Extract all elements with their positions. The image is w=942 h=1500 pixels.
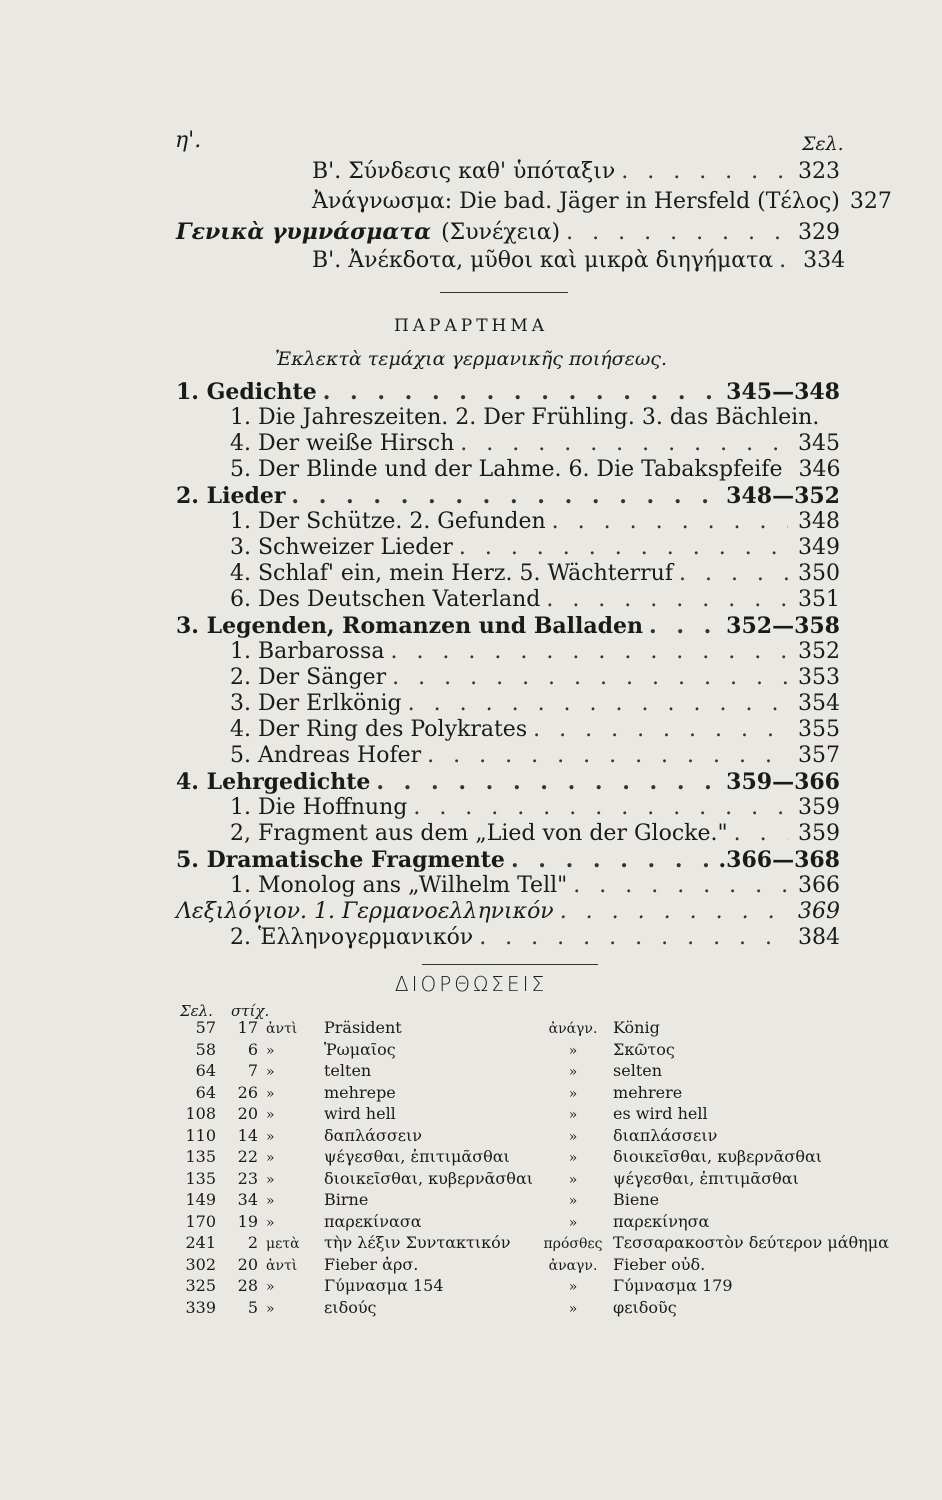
errata-cell-kind2: ἀνάγν. [548, 1021, 598, 1037]
errata-cell-wrong: telten [324, 1061, 372, 1080]
errata-cell-page: 339 [185, 1297, 216, 1317]
toc-entry: 3. Der Erlkönig . . . 354 [230, 690, 840, 718]
errata-cell-line: 14 [237, 1125, 258, 1145]
toc-entry: Β'. Σύνδεσις καθ' ὑπόταξιν . . . 323 [312, 158, 840, 186]
errata-cell-wrong: ψέγεσθαι, ἐπιτιμᾶσθαι [324, 1147, 510, 1166]
errata-cell-kind2: » [568, 1279, 578, 1295]
errata-cell-page: 241 [185, 1233, 216, 1252]
toc-section: 2. Lieder . . . 348—352 [176, 482, 840, 510]
errata-cell-wrong: ειδούς [324, 1297, 377, 1317]
errata-cell-kind2: » [568, 1128, 578, 1145]
errata-cell-kind: ἀντὶ [266, 1021, 298, 1037]
errata-cell-line: 26 [237, 1082, 258, 1102]
errata-cell-kind2: » [568, 1214, 578, 1231]
errata-cell-kind: » [266, 1064, 275, 1080]
toc-entry: Λεξιλόγιον. 1. Γερμανοελληνικόν . . . 369 [176, 898, 840, 926]
errata-cell-line: 34 [237, 1190, 258, 1209]
appendix-subtitle: Ἐκλεκτὰ τεμάχια γερμανικῆς ποιήσεως. [275, 348, 667, 370]
errata-cell-line: 20 [237, 1254, 258, 1274]
errata-header-line: στίχ. [230, 1002, 270, 1020]
errata-cell-kind2: ἀναγν. [548, 1257, 598, 1274]
errata-cell-right: es wird hell [613, 1104, 708, 1123]
errata-cell-page: 108 [185, 1104, 216, 1123]
errata-cell-kind: » [266, 1214, 275, 1231]
errata-cell-line: 23 [237, 1168, 258, 1188]
errata-cell-right: διοικεῖσθαι, κυβερνᾶσθαι [613, 1147, 823, 1166]
errata-row [176, 1169, 897, 1191]
errata-cell-line: 19 [237, 1211, 258, 1231]
errata-cell-kind2: » [568, 1107, 578, 1123]
toc-entry: 4. Der Ring des Polykrates . . . 355 [230, 716, 840, 744]
errata-cell-kind2: » [568, 1193, 578, 1209]
errata-cell-right: Τεσσαρακοστὸν δεύτερον μάθημα [613, 1233, 889, 1252]
errata-cell-kind: » [266, 1279, 275, 1295]
toc-entry: 1. Monolog ans „Wilhelm Tell" . . . 366 [230, 872, 840, 900]
errata-cell-page: 149 [185, 1190, 216, 1209]
errata-cell-line: 17 [237, 1018, 258, 1037]
errata-cell-right: selten [613, 1061, 663, 1080]
errata-cell-page: 64 [195, 1082, 216, 1102]
toc-entry: 1. Die Jahreszeiten. 2. Der Frühling. 3. das Bächlein. [230, 405, 820, 430]
errata-cell-page: 135 [185, 1147, 216, 1166]
toc-entry: 5. Der Blinde und der Lahme. 6. Die Tabakspfeife . . . 346 [230, 456, 840, 484]
errata-row [176, 1212, 897, 1234]
errata-cell-wrong: Γύμνασμα 154 [324, 1276, 444, 1295]
errata-cell-wrong: Ῥωμαῖος [324, 1039, 396, 1059]
toc-section: 5. Dramatische Fragmente . . . .366—368 [176, 846, 840, 874]
errata-cell-kind2: » [568, 1171, 578, 1188]
errata-cell-kind2: » [568, 1042, 578, 1059]
errata-row [176, 1233, 897, 1255]
appendix-title: ΠΑΡΑΡΤΗΜΑ [393, 316, 549, 336]
errata-cell-right: φειδοῦς [613, 1297, 677, 1317]
toc-entry: 2. Der Sänger . . . 353 [230, 664, 840, 692]
errata-cell-wrong: διοικεῖσθαι, κυβερνᾶσθαι [324, 1168, 534, 1188]
errata-row [176, 1018, 897, 1040]
errata-cell-line: 28 [237, 1276, 258, 1295]
toc-entry: 4. Der weiße Hirsch . . . 345 [230, 430, 840, 458]
divider [422, 964, 598, 965]
errata-cell-kind: ἀντὶ [266, 1257, 298, 1274]
errata-cell-kind2: » [568, 1064, 578, 1080]
errata-cell-line: 6 [247, 1039, 258, 1059]
errata-cell-page: 110 [185, 1125, 216, 1145]
errata-cell-kind: μετὰ [266, 1236, 300, 1252]
errata-cell-right: ψέγεσθαι, ἐπιτιμᾶσθαι [613, 1168, 799, 1188]
errata-row [176, 1040, 897, 1062]
errata-row [176, 1126, 897, 1148]
toc-entry: 5. Andreas Hofer . . . 357 [230, 742, 840, 770]
errata-table [176, 1018, 897, 1319]
errata-cell-kind: » [266, 1193, 275, 1209]
errata-cell-wrong: Birne [324, 1190, 369, 1209]
toc-section: 3. Legenden, Romanzen und Balladen . . . 352—358 [176, 612, 840, 640]
toc-section: 4. Lehrgedichte . . . 359—366 [176, 768, 840, 796]
divider [440, 292, 568, 293]
errata-cell-right: παρεκίνησα [613, 1211, 710, 1231]
errata-cell-wrong: mehrepe [324, 1082, 396, 1102]
toc-entry: 1. Barbarossa . . . 352 [230, 638, 840, 666]
errata-cell-kind2: » [568, 1300, 578, 1317]
toc-entry: Β'. Ἀνέκδοτα, μῦθοι καὶ μικρὰ διηγήματα . . . 334 [312, 247, 840, 275]
errata-row [176, 1276, 897, 1298]
page-number: η'. [175, 128, 202, 153]
page-column-header: Σελ. [802, 133, 844, 155]
errata-title: ΔΙΟΡΘΩΣΕΙΣ [394, 972, 548, 996]
errata-cell-line: 22 [237, 1147, 258, 1166]
errata-row [176, 1061, 897, 1083]
errata-row [176, 1255, 897, 1277]
errata-cell-wrong: Präsident [324, 1018, 402, 1037]
errata-row [176, 1298, 897, 1320]
errata-cell-kind2: » [568, 1150, 578, 1166]
errata-cell-kind: » [266, 1042, 275, 1059]
errata-cell-line: 2 [247, 1233, 258, 1252]
errata-cell-wrong: τὴν λέξιν Συντακτικόν [324, 1233, 511, 1252]
errata-cell-right: Fieber οὐδ. [613, 1254, 706, 1274]
errata-cell-right: König [613, 1018, 660, 1037]
errata-cell-page: 135 [185, 1168, 216, 1188]
errata-cell-kind: » [266, 1107, 275, 1123]
toc-entry: 2, Fragment aus dem „Lied von der Glocke." . . . 359 [230, 820, 840, 848]
errata-cell-page: 58 [195, 1039, 216, 1059]
errata-cell-wrong: δαπλάσσειν [324, 1125, 423, 1145]
errata-cell-line: 5 [247, 1297, 258, 1317]
errata-cell-line: 20 [237, 1104, 258, 1123]
errata-cell-kind: » [266, 1171, 275, 1188]
errata-row [176, 1104, 897, 1126]
errata-cell-kind2: πρόσθες [543, 1236, 603, 1252]
toc-entry: 1. Der Schütze. 2. Gefunden . . . 348 [230, 508, 840, 536]
errata-cell-right: διαπλάσσειν [613, 1125, 718, 1145]
errata-cell-page: 170 [185, 1211, 216, 1231]
errata-cell-page: 302 [185, 1254, 216, 1274]
toc-entry: 3. Schweizer Lieder . . . 349 [230, 534, 840, 562]
errata-row [176, 1083, 897, 1105]
toc-entry: 6. Des Deutschen Vaterland . . . 351 [230, 586, 840, 614]
errata-cell-kind: » [266, 1150, 275, 1166]
errata-cell-page: 57 [195, 1018, 216, 1037]
errata-cell-right: mehrere [613, 1082, 683, 1102]
toc-entry: 2. Ἑλληνογερμανικόν . . . 384 [230, 924, 840, 952]
toc-entry: Γενικὰ γυμνάσματα (Συνέχεια) . . . 329 [176, 218, 840, 246]
errata-row [176, 1147, 897, 1169]
errata-cell-kind: » [266, 1128, 275, 1145]
errata-cell-right: Σκῶτος [613, 1039, 675, 1059]
errata-row [176, 1190, 897, 1212]
toc-entry: 4. Schlaf' ein, mein Herz. 5. Wächterruf . . . 350 [230, 560, 840, 588]
errata-header-page: Σελ. [180, 1002, 213, 1020]
errata-cell-kind2: » [568, 1085, 578, 1102]
errata-cell-wrong: Fieber ἀρσ. [324, 1254, 419, 1274]
toc-section: 1. Gedichte . . . 345—348 [176, 378, 840, 406]
errata-cell-page: 64 [195, 1061, 216, 1080]
errata-cell-right: Γύμνασμα 179 [613, 1276, 733, 1295]
errata-cell-right: Biene [613, 1190, 660, 1209]
toc-entry: Ἀνάγνωσμα: Die bad. Jäger in Hersfeld (Τέλος) 327 [312, 189, 892, 214]
errata-cell-line: 7 [247, 1061, 258, 1080]
errata-cell-kind: » [266, 1300, 275, 1317]
errata-cell-page: 325 [185, 1276, 216, 1295]
errata-cell-wrong: παρεκίνασα [324, 1211, 422, 1231]
errata-cell-kind: » [266, 1085, 275, 1102]
errata-cell-wrong: wird hell [324, 1104, 396, 1123]
toc-entry: 1. Die Hoffnung . . . 359 [230, 794, 840, 822]
